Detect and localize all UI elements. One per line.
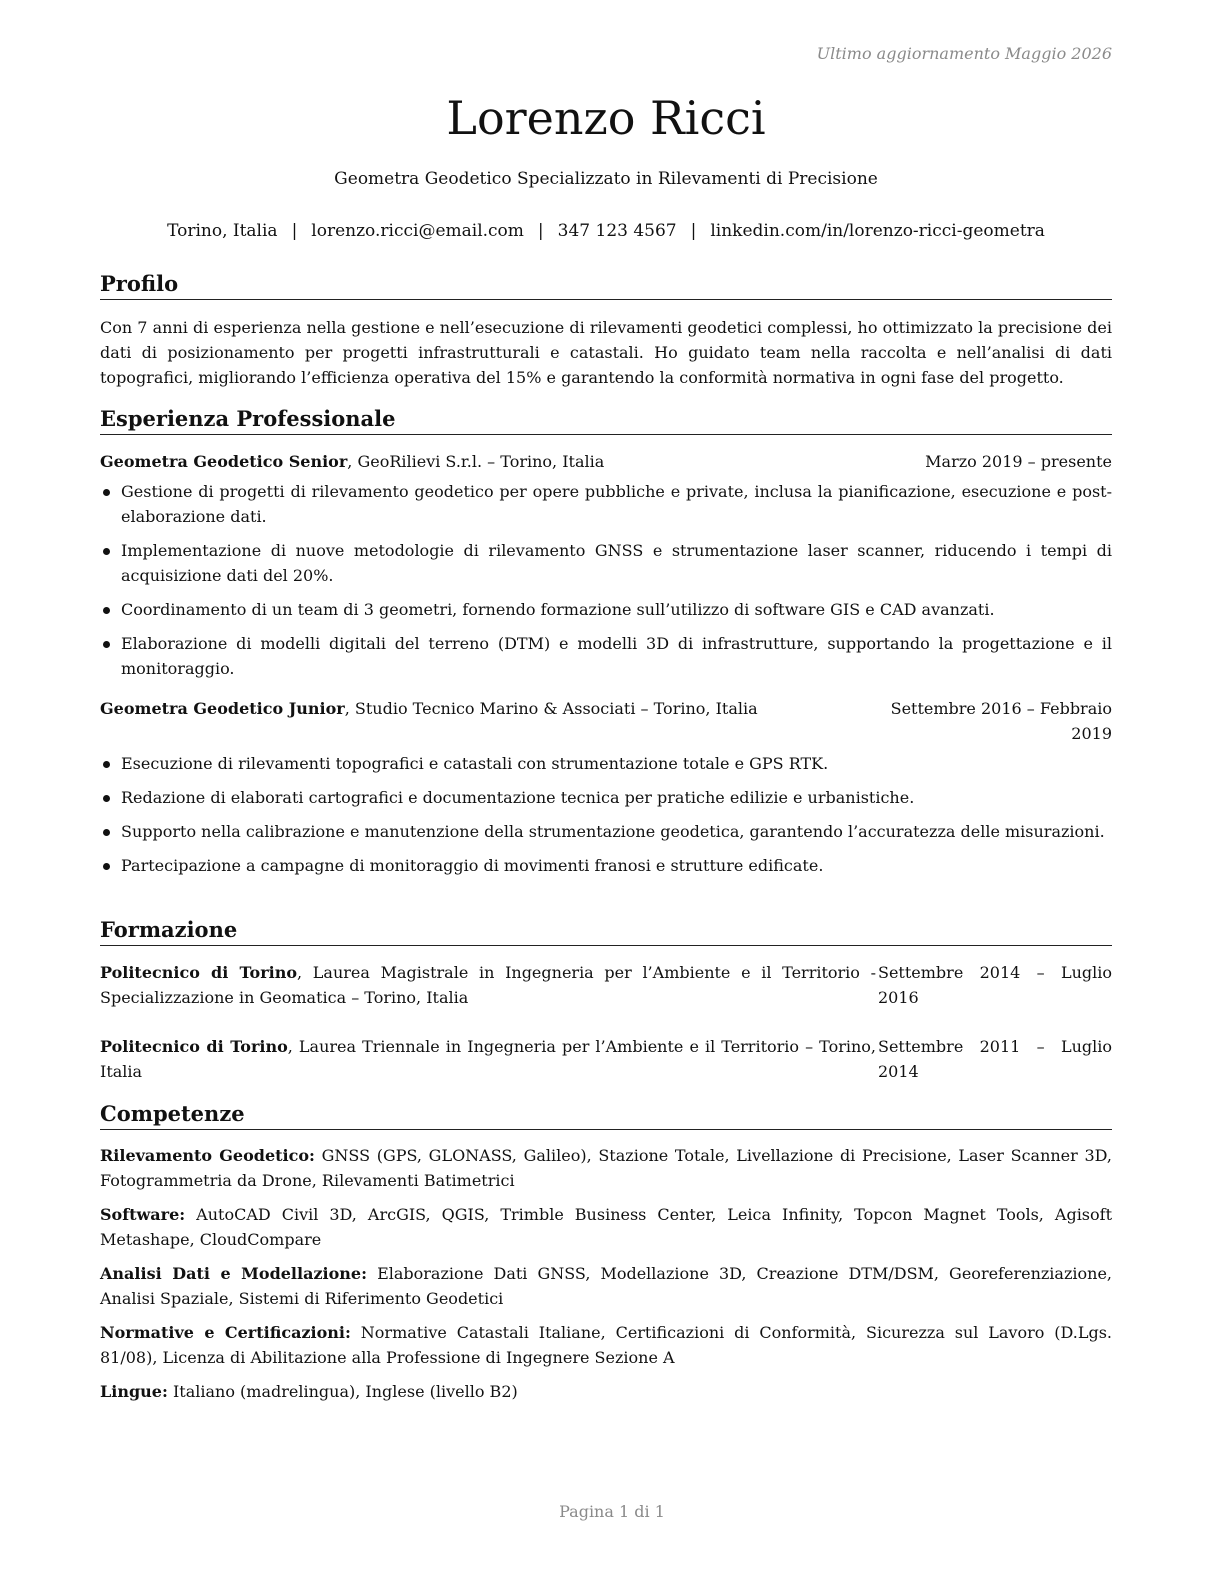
contact-linkedin[interactable]: linkedin.com/in/lorenzo-ricci-geometra <box>710 221 1045 241</box>
skill-row <box>100 1379 1112 1404</box>
job-company: , Studio Tecnico Marino & Associati – Torino, Italia <box>344 699 758 718</box>
contact-separator: | <box>690 221 697 241</box>
profile-text: Con 7 anni di esperienza nella gestione e nell’esecuzione di rilevamenti geodetici complessi, ho ottimizzato la precisione dei dati di posizionamento per progetti infrastrutturali e catastali. Ho guidato team nella raccolta e nell’analisi di dati topografici, migliorando l’efficienza operativa del 15% e garantendo la conformità normativa in ogni fase del progetto. <box>100 318 1112 387</box>
list-item <box>100 785 1112 810</box>
education-item <box>100 960 1112 1010</box>
bullet-text: Partecipazione a campagne di monitoraggio di movimenti franosi e strutture edificate. <box>121 856 824 875</box>
job-bullets <box>100 479 1112 690</box>
education-dates: Settembre 2014 – Luglio 2016 <box>878 963 1112 1007</box>
job-bullets <box>100 751 1112 887</box>
page-number: Pagina 1 di 1 <box>559 1502 665 1521</box>
skill-value: AutoCAD Civil 3D, ArcGIS, QGIS, Trimble Business Center, Leica Infinity, Topcon Magnet Tools, Agisoft Metashape, CloudCompare <box>100 1205 1112 1249</box>
bullet-text: Supporto nella calibrazione e manutenzione della strumentazione geodetica, garantendo l’accuratezza delle misurazioni. <box>121 822 1105 841</box>
education-detail: , Laurea Magistrale in Ingegneria per l’Ambiente e il Territorio - Specializzazione in Geomatica – Torino, Italia <box>100 963 876 1007</box>
contact-line <box>100 220 1112 242</box>
bullet-icon <box>103 829 110 836</box>
bullet-icon <box>103 863 110 870</box>
bullet-text: Gestione di progetti di rilevamento geodetico per opere pubbliche e private, inclusa la pianificazione, esecuzione e post-elaborazione dati. <box>121 482 1112 526</box>
bullet-icon <box>103 795 110 802</box>
resume-page <box>100 0 1112 1584</box>
education-detail: , Laurea Triennale in Ingegneria per l’Ambiente e il Territorio – Torino, Italia <box>100 1037 877 1081</box>
skill-label: Lingue: <box>100 1382 168 1401</box>
bullet-text: Redazione di elaborati cartografici e documentazione tecnica per pratiche edilizie e urbanistiche. <box>121 788 915 807</box>
job-header <box>100 696 1112 746</box>
section-title-experience: Esperienza Professionale <box>100 405 1112 435</box>
education-description <box>100 960 876 1010</box>
contact-separator: | <box>291 221 298 241</box>
skill-row <box>100 1320 1112 1370</box>
bullet-text: Implementazione di nuove metodologie di rilevamento GNSS e strumentazione laser scanner, riducendo i tempi di acquisizione dati del 20%. <box>121 541 1112 585</box>
education-school: Politecnico di Torino <box>100 963 298 982</box>
list-item <box>100 819 1112 844</box>
bullet-icon <box>103 641 110 648</box>
bullet-icon <box>103 607 110 614</box>
bullet-text: Esecuzione di rilevamenti topografici e catastali con strumentazione totale e GPS RTK. <box>121 754 829 773</box>
list-item <box>100 479 1112 529</box>
job-title-line <box>100 449 604 474</box>
education-description <box>100 1034 876 1084</box>
contact-separator: | <box>537 221 544 241</box>
skill-value: GNSS (GPS, GLONASS, Galileo), Stazione Totale, Livellazione di Precisione, Laser Scanner 3D, Fotogrammetria da Drone, Rilevamenti Batimetrici <box>100 1146 1112 1190</box>
job-header <box>100 449 1112 474</box>
education-item <box>100 1034 1112 1084</box>
education-dates: Settembre 2011 – Luglio 2014 <box>878 1037 1112 1081</box>
list-item <box>100 597 1112 622</box>
last-updated: Ultimo aggiornamento Maggio 2026 <box>816 44 1112 63</box>
skill-label: Rilevamento Geodetico: <box>100 1146 315 1165</box>
skill-value: Italiano (madrelingua), Inglese (livello B2) <box>167 1382 518 1401</box>
education-school: Politecnico di Torino <box>100 1037 288 1056</box>
job-role: Geometra Geodetico Junior <box>100 699 345 718</box>
job-role: Geometra Geodetico Senior <box>100 452 348 471</box>
bullet-text: Coordinamento di un team di 3 geometri, fornendo formazione sull’utilizzo di software GIS e CAD avanzati. <box>121 600 995 619</box>
job-dates: Settembre 2016 – Febbraio 2019 <box>890 699 1112 743</box>
candidate-name: Lorenzo Ricci <box>446 91 766 145</box>
list-item <box>100 751 1112 776</box>
skill-value: Normative Catastali Italiane, Certificazioni di Conformità, Sicurezza sul Lavoro (D.Lgs. 81/08), Licenza di Abilitazione alla Professione di Ingegnere Sezione A <box>100 1323 1113 1367</box>
skill-label: Normative e Certificazioni: <box>100 1323 351 1342</box>
skill-row <box>100 1261 1112 1311</box>
skill-row <box>100 1202 1112 1252</box>
contact-location: Torino, Italia <box>167 221 278 241</box>
bullet-icon <box>103 489 110 496</box>
candidate-subtitle: Geometra Geodetico Specializzato in Rilevamenti di Precisione <box>334 169 878 189</box>
bullet-text: Elaborazione di modelli digitali del terreno (DTM) e modelli 3D di infrastrutture, supportando la progettazione e il monitoraggio. <box>121 634 1112 678</box>
section-title-profile: Profilo <box>100 270 1112 300</box>
skill-row <box>100 1143 1112 1193</box>
contact-phone[interactable]: 347 123 4567 <box>557 221 677 241</box>
job-dates: Marzo 2019 – presente <box>925 452 1112 471</box>
job-title-line <box>100 696 758 721</box>
list-item <box>100 853 1112 878</box>
contact-email[interactable]: lorenzo.ricci@email.com <box>311 221 524 241</box>
list-item <box>100 538 1112 588</box>
skill-label: Software: <box>100 1205 186 1224</box>
bullet-icon <box>103 548 110 555</box>
section-title-education: Formazione <box>100 916 1112 946</box>
job-company: , GeoRilievi S.r.l. – Torino, Italia <box>347 452 605 471</box>
skill-label: Analisi Dati e Modellazione: <box>100 1264 368 1283</box>
skill-value: Elaborazione Dati GNSS, Modellazione 3D, Creazione DTM/DSM, Georeferenziazione, Analisi Spaziale, Sistemi di Riferimento Geodetici <box>100 1264 1112 1308</box>
list-item <box>100 631 1112 681</box>
section-title-skills: Competenze <box>100 1100 1112 1130</box>
bullet-icon <box>103 761 110 768</box>
